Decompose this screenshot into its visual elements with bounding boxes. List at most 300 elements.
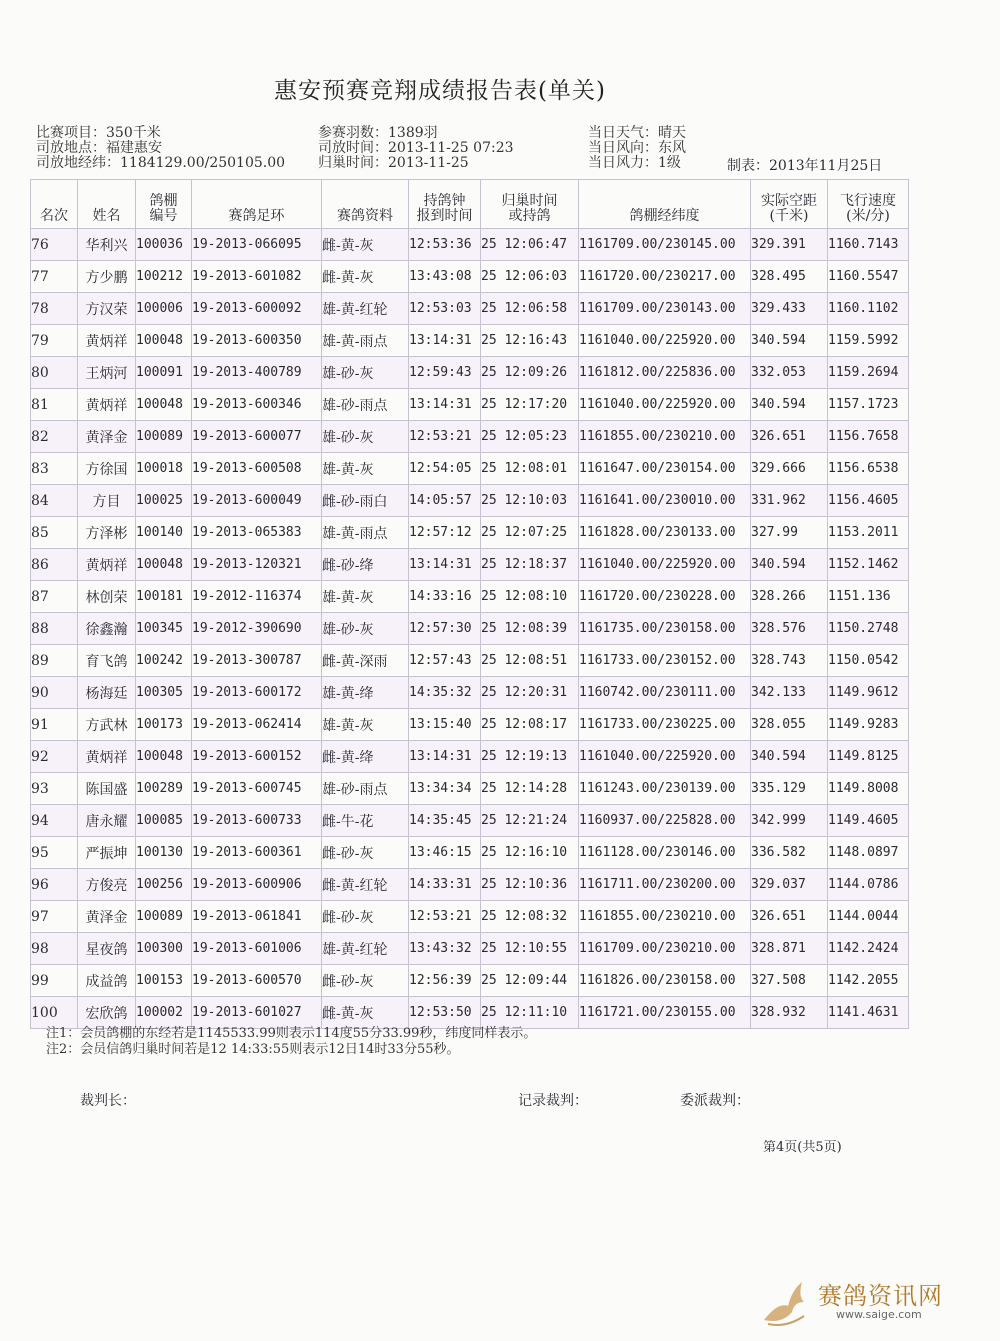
info-cell: 雌-砂-灰: [322, 965, 409, 997]
basket-time-cell: 12:53:36: [409, 229, 481, 261]
table-row: [31, 421, 909, 453]
header-basket-time: 持鸽钟 报到时间: [409, 180, 481, 229]
note-1: 注1：会员鸽棚的东经若是1145533.99则表示114度55分33.99秒，纬度同样表示。: [46, 1026, 537, 1041]
loft-id-cell: 100181: [136, 581, 192, 613]
speed-cell: 1144.0786: [828, 869, 909, 901]
loft-id-cell: 100036: [136, 229, 192, 261]
meta-wind-direction: 当日风向：东风: [588, 140, 686, 156]
info-cell: 雄-砂-雨点: [322, 773, 409, 805]
basket-time-cell: 12:57:30: [409, 613, 481, 645]
ring-cell: 19-2013-300787: [192, 645, 322, 677]
ring-cell: 19-2013-601006: [192, 933, 322, 965]
name-cell: 方徐国: [78, 453, 136, 485]
basket-time-cell: 14:33:31: [409, 869, 481, 901]
distance-cell: 342.999: [751, 805, 828, 837]
info-cell: 雌-黄-红轮: [322, 869, 409, 901]
table-row: [31, 453, 909, 485]
name-cell: 黄炳祥: [78, 389, 136, 421]
rank-cell: 86: [31, 549, 78, 581]
arrival-time-cell: 25 12:09:44: [481, 965, 579, 997]
distance-cell: 329.433: [751, 293, 828, 325]
header-distance: 实际空距 (千米): [751, 180, 828, 229]
meta-release-location: 司放地点：福建惠安: [36, 140, 162, 156]
distance-cell: 340.594: [751, 389, 828, 421]
name-cell: 黄炳祥: [78, 549, 136, 581]
name-cell: 黄泽金: [78, 421, 136, 453]
ring-cell: 19-2013-600733: [192, 805, 322, 837]
table-row: [31, 229, 909, 261]
loft-id-cell: 100048: [136, 325, 192, 357]
rank-cell: 92: [31, 741, 78, 773]
speed-cell: 1159.2694: [828, 357, 909, 389]
watermark-text: 赛鸽资讯网: [818, 1282, 943, 1310]
header-speed: 飞行速度 (米/分): [828, 180, 909, 229]
basket-time-cell: 12:57:12: [409, 517, 481, 549]
info-cell: 雄-黄-灰: [322, 709, 409, 741]
ring-cell: 19-2012-390690: [192, 613, 322, 645]
distance-cell: 332.053: [751, 357, 828, 389]
info-cell: 雄-黄-雨点: [322, 325, 409, 357]
basket-time-cell: 12:56:39: [409, 965, 481, 997]
name-cell: 严振坤: [78, 837, 136, 869]
basket-time-cell: 13:43:32: [409, 933, 481, 965]
signature-record-judge: 记录裁判：: [518, 1093, 588, 1109]
rank-cell: 96: [31, 869, 78, 901]
signature-assigned-judge: 委派裁判：: [680, 1093, 750, 1109]
rank-cell: 85: [31, 517, 78, 549]
speed-cell: 1149.8125: [828, 741, 909, 773]
coords-cell: 1160937.00/225828.00: [579, 805, 751, 837]
arrival-time-cell: 25 12:10:03: [481, 485, 579, 517]
ring-cell: 19-2013-600350: [192, 325, 322, 357]
info-cell: 雄-黄-绛: [322, 677, 409, 709]
basket-time-cell: 12:53:50: [409, 997, 481, 1029]
loft-id-cell: 100289: [136, 773, 192, 805]
coords-cell: 1161721.00/230155.00: [579, 997, 751, 1029]
info-cell: 雄-黄-雨点: [322, 517, 409, 549]
name-cell: 宏欣鸽: [78, 997, 136, 1029]
report-title: 惠安预赛竞翔成绩报告表(单关): [274, 78, 606, 104]
meta-block-left: [36, 126, 285, 171]
speed-cell: 1148.0897: [828, 837, 909, 869]
distance-cell: 326.651: [751, 901, 828, 933]
basket-time-cell: 13:14:31: [409, 741, 481, 773]
distance-cell: 328.871: [751, 933, 828, 965]
rank-cell: 77: [31, 261, 78, 293]
arrival-time-cell: 25 12:20:31: [481, 677, 579, 709]
header-loft-id: 鸽棚 编号: [136, 180, 192, 229]
coords-cell: 1161855.00/230210.00: [579, 421, 751, 453]
rank-cell: 81: [31, 389, 78, 421]
pigeon-logo-icon: [758, 1272, 818, 1332]
arrival-time-cell: 25 12:21:24: [481, 805, 579, 837]
coords-cell: 1161720.00/230228.00: [579, 581, 751, 613]
speed-cell: 1142.2055: [828, 965, 909, 997]
ring-cell: 19-2013-600570: [192, 965, 322, 997]
coords-cell: 1161733.00/230225.00: [579, 709, 751, 741]
rank-cell: 94: [31, 805, 78, 837]
name-cell: 黄炳祥: [78, 741, 136, 773]
rank-cell: 91: [31, 709, 78, 741]
name-cell: 陈国盛: [78, 773, 136, 805]
distance-cell: 328.055: [751, 709, 828, 741]
distance-cell: 328.932: [751, 997, 828, 1029]
name-cell: 林创荣: [78, 581, 136, 613]
ring-cell: 19-2013-601027: [192, 997, 322, 1029]
ring-cell: 19-2013-065383: [192, 517, 322, 549]
loft-id-cell: 100242: [136, 645, 192, 677]
speed-cell: 1160.7143: [828, 229, 909, 261]
loft-id-cell: 100130: [136, 837, 192, 869]
coords-cell: 1161733.00/230152.00: [579, 645, 751, 677]
coords-cell: 1160742.00/230111.00: [579, 677, 751, 709]
loft-id-cell: 100212: [136, 261, 192, 293]
watermark-logo: [758, 1272, 968, 1332]
speed-cell: 1144.0044: [828, 901, 909, 933]
table-row: [31, 773, 909, 805]
basket-time-cell: 12:54:05: [409, 453, 481, 485]
info-cell: 雌-黄-灰: [322, 997, 409, 1029]
table-row: [31, 485, 909, 517]
ring-cell: 19-2013-600906: [192, 869, 322, 901]
coords-cell: 1161709.00/230145.00: [579, 229, 751, 261]
loft-id-cell: 100089: [136, 901, 192, 933]
speed-cell: 1149.9283: [828, 709, 909, 741]
coords-cell: 1161040.00/225920.00: [579, 549, 751, 581]
info-cell: 雌-砂-绛: [322, 549, 409, 581]
info-cell: 雄-砂-灰: [322, 357, 409, 389]
basket-time-cell: 13:43:08: [409, 261, 481, 293]
table-row: [31, 741, 909, 773]
table-row: [31, 581, 909, 613]
loft-id-cell: 100048: [136, 549, 192, 581]
ring-cell: 19-2013-600077: [192, 421, 322, 453]
distance-cell: 329.037: [751, 869, 828, 901]
table-row: [31, 517, 909, 549]
table-row: [31, 933, 909, 965]
meta-return-date: 归巢时间：2013-11-25: [318, 155, 469, 171]
rank-cell: 98: [31, 933, 78, 965]
speed-cell: 1156.6538: [828, 453, 909, 485]
basket-time-cell: 14:33:16: [409, 581, 481, 613]
speed-cell: 1152.1462: [828, 549, 909, 581]
speed-cell: 1153.2011: [828, 517, 909, 549]
name-cell: 成益鸽: [78, 965, 136, 997]
loft-id-cell: 100002: [136, 997, 192, 1029]
basket-time-cell: 13:46:15: [409, 837, 481, 869]
distance-cell: 326.651: [751, 421, 828, 453]
table-row: [31, 549, 909, 581]
distance-cell: 327.99: [751, 517, 828, 549]
info-cell: 雌-黄-深雨: [322, 645, 409, 677]
arrival-time-cell: 25 12:06:58: [481, 293, 579, 325]
table-row: [31, 965, 909, 997]
table-row: [31, 901, 909, 933]
name-cell: 方目: [78, 485, 136, 517]
ring-cell: 19-2013-600361: [192, 837, 322, 869]
meta-release-coords: 司放地经纬：1184129.00/250105.00: [36, 155, 286, 171]
rank-cell: 82: [31, 421, 78, 453]
speed-cell: 1156.7658: [828, 421, 909, 453]
name-cell: 方少鹏: [78, 261, 136, 293]
arrival-time-cell: 25 12:19:13: [481, 741, 579, 773]
loft-id-cell: 100048: [136, 389, 192, 421]
ring-cell: 19-2013-600049: [192, 485, 322, 517]
coords-cell: 1161826.00/230158.00: [579, 965, 751, 997]
speed-cell: 1151.136: [828, 581, 909, 613]
name-cell: 华利兴: [78, 229, 136, 261]
arrival-time-cell: 25 12:08:10: [481, 581, 579, 613]
ring-cell: 19-2013-120321: [192, 549, 322, 581]
name-cell: 方泽彬: [78, 517, 136, 549]
loft-id-cell: 100018: [136, 453, 192, 485]
table-row: [31, 389, 909, 421]
table-row: [31, 869, 909, 901]
arrival-time-cell: 25 12:07:25: [481, 517, 579, 549]
arrival-time-cell: 25 12:05:23: [481, 421, 579, 453]
distance-cell: 327.508: [751, 965, 828, 997]
coords-cell: 1161040.00/225920.00: [579, 389, 751, 421]
rank-cell: 100: [31, 997, 78, 1029]
basket-time-cell: 13:14:31: [409, 549, 481, 581]
arrival-time-cell: 25 12:11:10: [481, 997, 579, 1029]
basket-time-cell: 13:14:31: [409, 325, 481, 357]
ring-cell: 19-2013-601082: [192, 261, 322, 293]
table-row: [31, 293, 909, 325]
ring-cell: 19-2013-062414: [192, 709, 322, 741]
loft-id-cell: 100089: [136, 421, 192, 453]
distance-cell: 329.391: [751, 229, 828, 261]
rank-cell: 90: [31, 677, 78, 709]
arrival-time-cell: 25 12:17:20: [481, 389, 579, 421]
distance-cell: 329.666: [751, 453, 828, 485]
basket-time-cell: 13:15:40: [409, 709, 481, 741]
loft-id-cell: 100345: [136, 613, 192, 645]
meta-weather: 当日天气：晴天: [588, 125, 686, 141]
coords-cell: 1161128.00/230146.00: [579, 837, 751, 869]
ring-cell: 19-2013-400789: [192, 357, 322, 389]
rank-cell: 97: [31, 901, 78, 933]
note-2: 注2：会员信鸽归巢时间若是12 14:33:55则表示12日14时33分55秒。: [46, 1042, 460, 1057]
speed-cell: 1149.4605: [828, 805, 909, 837]
info-cell: 雌-牛-花: [322, 805, 409, 837]
name-cell: 星夜鸽: [78, 933, 136, 965]
table-row: [31, 645, 909, 677]
speed-cell: 1142.2424: [828, 933, 909, 965]
info-cell: 雄-黄-灰: [322, 453, 409, 485]
speed-cell: 1160.5547: [828, 261, 909, 293]
coords-cell: 1161709.00/230143.00: [579, 293, 751, 325]
loft-id-cell: 100025: [136, 485, 192, 517]
basket-time-cell: 12:53:03: [409, 293, 481, 325]
arrival-time-cell: 25 12:18:37: [481, 549, 579, 581]
info-cell: 雄-砂-灰: [322, 421, 409, 453]
info-cell: 雌-砂-雨白: [322, 485, 409, 517]
notes: [46, 1026, 536, 1058]
arrival-time-cell: 25 12:06:03: [481, 261, 579, 293]
watermark-url: www.saige.com: [836, 1308, 922, 1321]
rank-cell: 88: [31, 613, 78, 645]
info-cell: 雄-砂-雨点: [322, 389, 409, 421]
basket-time-cell: 14:05:57: [409, 485, 481, 517]
arrival-time-cell: 25 12:08:39: [481, 613, 579, 645]
coords-cell: 1161735.00/230158.00: [579, 613, 751, 645]
ring-cell: 19-2013-600172: [192, 677, 322, 709]
basket-time-cell: 14:35:32: [409, 677, 481, 709]
arrival-time-cell: 25 12:08:32: [481, 901, 579, 933]
arrival-time-cell: 25 12:08:51: [481, 645, 579, 677]
info-cell: 雄-黄-灰: [322, 581, 409, 613]
loft-id-cell: 100173: [136, 709, 192, 741]
distance-cell: 342.133: [751, 677, 828, 709]
speed-cell: 1141.4631: [828, 997, 909, 1029]
header-coords: 鸽棚经纬度: [579, 180, 751, 229]
basket-time-cell: 12:53:21: [409, 901, 481, 933]
header-rank: 名次: [31, 180, 78, 229]
coords-cell: 1161711.00/230200.00: [579, 869, 751, 901]
rank-cell: 76: [31, 229, 78, 261]
meta-release-time: 司放时间：2013-11-25 07:23: [318, 140, 514, 156]
results-body: [31, 229, 909, 1029]
speed-cell: 1149.9612: [828, 677, 909, 709]
coords-cell: 1161040.00/225920.00: [579, 325, 751, 357]
coords-cell: 1161709.00/230210.00: [579, 933, 751, 965]
speed-cell: 1149.8008: [828, 773, 909, 805]
loft-id-cell: 100300: [136, 933, 192, 965]
table-row: [31, 357, 909, 389]
coords-cell: 1161040.00/225920.00: [579, 741, 751, 773]
arrival-time-cell: 25 12:10:55: [481, 933, 579, 965]
speed-cell: 1156.4605: [828, 485, 909, 517]
meta-entries: 参赛羽数：1389羽: [318, 125, 438, 141]
ring-cell: 19-2013-066095: [192, 229, 322, 261]
name-cell: 王炳河: [78, 357, 136, 389]
ring-cell: 19-2013-600346: [192, 389, 322, 421]
name-cell: 黄炳祥: [78, 325, 136, 357]
distance-cell: 328.743: [751, 645, 828, 677]
ring-cell: 19-2013-600508: [192, 453, 322, 485]
meta-block-right: [588, 126, 686, 171]
distance-cell: 328.495: [751, 261, 828, 293]
meta-wind-force: 当日风力：1级: [588, 155, 681, 171]
coords-cell: 1161828.00/230133.00: [579, 517, 751, 549]
loft-id-cell: 100048: [136, 741, 192, 773]
loft-id-cell: 100256: [136, 869, 192, 901]
basket-time-cell: 12:57:43: [409, 645, 481, 677]
rank-cell: 80: [31, 357, 78, 389]
speed-cell: 1157.1723: [828, 389, 909, 421]
name-cell: 方武林: [78, 709, 136, 741]
table-made-date: 制表：2013年11月25日: [727, 158, 883, 174]
rank-cell: 87: [31, 581, 78, 613]
loft-id-cell: 100006: [136, 293, 192, 325]
table-row: [31, 837, 909, 869]
rank-cell: 79: [31, 325, 78, 357]
distance-cell: 328.266: [751, 581, 828, 613]
speed-cell: 1160.1102: [828, 293, 909, 325]
coords-cell: 1161243.00/230139.00: [579, 773, 751, 805]
rank-cell: 83: [31, 453, 78, 485]
ring-cell: 19-2012-116374: [192, 581, 322, 613]
arrival-time-cell: 25 12:06:47: [481, 229, 579, 261]
page-number: 第4页(共5页): [763, 1140, 842, 1155]
info-cell: 雌-黄-绛: [322, 741, 409, 773]
table-row: [31, 677, 909, 709]
coords-cell: 1161647.00/230154.00: [579, 453, 751, 485]
coords-cell: 1161855.00/230210.00: [579, 901, 751, 933]
results-table: [30, 179, 909, 1029]
name-cell: 黄泽金: [78, 901, 136, 933]
info-cell: 雄-黄-红轮: [322, 293, 409, 325]
basket-time-cell: 14:35:45: [409, 805, 481, 837]
arrival-time-cell: 25 12:09:26: [481, 357, 579, 389]
name-cell: 方汉荣: [78, 293, 136, 325]
speed-cell: 1159.5992: [828, 325, 909, 357]
table-row: [31, 805, 909, 837]
basket-time-cell: 13:34:34: [409, 773, 481, 805]
rank-cell: 93: [31, 773, 78, 805]
speed-cell: 1150.2748: [828, 613, 909, 645]
info-cell: 雌-砂-灰: [322, 901, 409, 933]
header-info: 赛鸽资料: [322, 180, 409, 229]
meta-race-distance: 比赛项目：350千米: [36, 125, 161, 141]
name-cell: 唐永耀: [78, 805, 136, 837]
ring-cell: 19-2013-600092: [192, 293, 322, 325]
coords-cell: 1161812.00/225836.00: [579, 357, 751, 389]
table-row: [31, 325, 909, 357]
distance-cell: 331.962: [751, 485, 828, 517]
name-cell: 杨海廷: [78, 677, 136, 709]
arrival-time-cell: 25 12:08:01: [481, 453, 579, 485]
arrival-time-cell: 25 12:16:43: [481, 325, 579, 357]
arrival-time-cell: 25 12:14:28: [481, 773, 579, 805]
signature-chief-judge: 裁判长：: [80, 1093, 136, 1109]
loft-id-cell: 100091: [136, 357, 192, 389]
rank-cell: 84: [31, 485, 78, 517]
rank-cell: 95: [31, 837, 78, 869]
arrival-time-cell: 25 12:08:17: [481, 709, 579, 741]
rank-cell: 78: [31, 293, 78, 325]
arrival-time-cell: 25 12:10:36: [481, 869, 579, 901]
loft-id-cell: 100305: [136, 677, 192, 709]
info-cell: 雌-黄-灰: [322, 261, 409, 293]
distance-cell: 340.594: [751, 741, 828, 773]
basket-time-cell: 12:53:21: [409, 421, 481, 453]
header-row: [31, 180, 909, 229]
basket-time-cell: 12:59:43: [409, 357, 481, 389]
name-cell: 方俊亮: [78, 869, 136, 901]
table-row: [31, 709, 909, 741]
ring-cell: 19-2013-600745: [192, 773, 322, 805]
info-cell: 雌-黄-灰: [322, 229, 409, 261]
coords-cell: 1161641.00/230010.00: [579, 485, 751, 517]
name-cell: 育飞鸽: [78, 645, 136, 677]
distance-cell: 340.594: [751, 549, 828, 581]
info-cell: 雄-砂-灰: [322, 613, 409, 645]
distance-cell: 336.582: [751, 837, 828, 869]
loft-id-cell: 100153: [136, 965, 192, 997]
header-ring: 赛鸽足环: [192, 180, 322, 229]
rank-cell: 89: [31, 645, 78, 677]
info-cell: 雌-砂-灰: [322, 837, 409, 869]
meta-block-middle: [318, 126, 514, 171]
distance-cell: 340.594: [751, 325, 828, 357]
coords-cell: 1161720.00/230217.00: [579, 261, 751, 293]
header-name: 姓名: [78, 180, 136, 229]
header-arrival-time: 归巢时间 或持鸽: [481, 180, 579, 229]
distance-cell: 328.576: [751, 613, 828, 645]
table-row: [31, 613, 909, 645]
